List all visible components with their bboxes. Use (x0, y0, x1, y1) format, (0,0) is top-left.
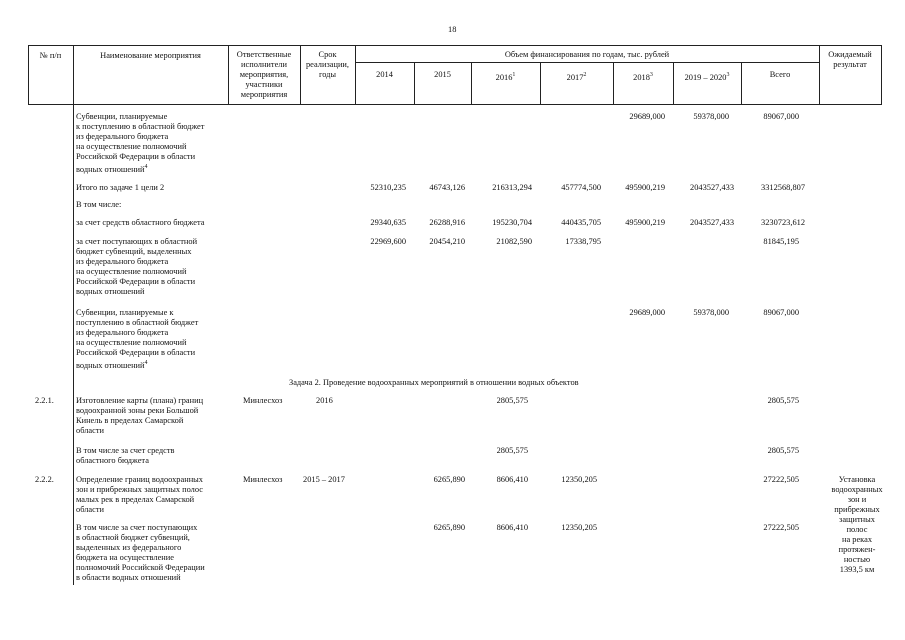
header-year-2019-2020: 2019 – 2020$^3$ (684, 72, 730, 82)
row-name-line: в области водных отношений (76, 573, 181, 582)
row-number: 2.2.2. (35, 475, 54, 484)
value-total: 3230723,612 (761, 218, 805, 227)
row-name-line: к поступлению в областной бюджет (76, 122, 205, 131)
value-total: 89067,000 (763, 112, 799, 121)
row-name-line: Российской Федерации в области (76, 277, 196, 286)
header-name: Наименование мероприятия (100, 51, 201, 60)
value-2018: 29689,000 (629, 308, 665, 317)
header-year-2016: 2016$^1$ (495, 72, 516, 82)
row-responsible: Минлесхоз (243, 396, 283, 405)
row-name-line: на осуществление полномочий (76, 338, 187, 347)
row-name-line: полномочий Российской Федерации (76, 563, 205, 572)
header-resp-3: мероприятия, (239, 70, 289, 79)
row-name-line: поступлению в областной бюджет (76, 318, 199, 327)
value-total: 3312568,807 (761, 183, 805, 192)
header-result-1: Ожидаемый (828, 50, 872, 59)
row-name-line: в областной бюджет субвенций, (76, 533, 190, 542)
expected-result-line: прибрежных (834, 505, 880, 514)
row-name-line: зон и прибрежных защитных полос (76, 485, 203, 494)
row-name-line: бюджета на осуществление (76, 553, 174, 562)
header-year-2014: 2014 (376, 70, 393, 79)
value-2015: 6265,890 (433, 523, 465, 532)
row-name-line: малых рек в пределах Самарской (76, 495, 195, 504)
col-divider (471, 62, 472, 105)
value-2016: 8606,410 (496, 475, 528, 484)
page-number: 18 (448, 25, 457, 34)
expected-result-line: 1393,5 км (839, 565, 875, 574)
value-2016: 195230,704 (492, 218, 532, 227)
expected-result-line: протяжен- (838, 545, 876, 554)
header-resp-1: Ответственные (236, 50, 292, 59)
row-name-line: областного бюджета (76, 456, 149, 465)
value-2017: 440435,705 (561, 218, 601, 227)
header-total: Всего (769, 70, 791, 79)
value-total: 27222,505 (763, 523, 799, 532)
value-2019-2020: 2043527,433 (690, 218, 734, 227)
value-2016: 2805,575 (496, 446, 528, 455)
expected-result-line: Установка (838, 475, 876, 484)
expected-result-line: на реках (841, 535, 873, 544)
header-year-2015: 2015 (434, 70, 451, 79)
value-2019-2020: 2043527,433 (690, 183, 734, 192)
row-name-line: области (76, 426, 104, 435)
row-name-line: В том числе за счет средств (76, 446, 175, 455)
task-heading: Задача 2. Проведение водоохранных мероприятий в отношении водных объектов (289, 378, 579, 387)
row-name-line: водных отношений (76, 287, 145, 296)
col-divider (414, 62, 415, 105)
col-divider (741, 62, 742, 105)
value-2017: 17338,795 (565, 237, 601, 246)
row-name: Итого по задаче 1 цели 2 (76, 183, 165, 192)
header-result-2: результат (833, 60, 867, 69)
row-name-line: на осуществление полномочий (76, 267, 187, 276)
table-top-border (28, 45, 882, 46)
col-divider (73, 45, 74, 585)
row-name-line: за счет поступающих в областной (76, 237, 198, 246)
value-2016: 216313,294 (492, 183, 532, 192)
header-volume: Объем финансирования по годам, тыс. рублей (504, 50, 670, 59)
value-2015: 20454,210 (429, 237, 465, 246)
row-name-line: на осуществление полномочий (76, 142, 187, 151)
value-total: 2805,575 (767, 396, 799, 405)
value-2019-2020: 59378,000 (693, 112, 729, 121)
expected-result-line: ностью (843, 555, 871, 564)
row-name-line: Российской Федерации в области (76, 348, 196, 357)
expected-result-line: защитных (839, 515, 875, 524)
expected-result-line: полос (846, 525, 868, 534)
header-bottom-border (28, 104, 882, 105)
row-responsible: Минлесхоз (243, 475, 283, 484)
value-2014: 22969,600 (370, 237, 406, 246)
value-2019-2020: 59378,000 (693, 308, 729, 317)
header-term-1: Срок (318, 50, 337, 59)
value-2017: 12350,205 (561, 475, 597, 484)
row-name-line: Кинель в пределах Самарской (76, 416, 184, 425)
value-2014: 29340,635 (370, 218, 406, 227)
col-divider (540, 62, 541, 105)
row-name-line: из федерального бюджета (76, 257, 169, 266)
value-2015: 6265,890 (433, 475, 465, 484)
header-resp-2: исполнители (241, 60, 287, 69)
row-name-line: Определение границ водоохранных (76, 475, 203, 484)
header-year-2017: 2017$^2$ (566, 72, 587, 82)
row-term: 2015 – 2017 (303, 475, 345, 484)
value-2017: 457774,500 (561, 183, 601, 192)
row-name-line: Субвенции, планируемые (76, 112, 168, 121)
value-total: 2805,575 (767, 446, 799, 455)
row-name-line: В том числе за счет поступающих (76, 523, 198, 532)
row-name-line: Субвенции, планируемые к (76, 308, 174, 317)
value-2014: 52310,235 (370, 183, 406, 192)
value-2018: 495900,219 (625, 218, 665, 227)
row-name-line: водных отношений$^4$ (76, 164, 148, 174)
header-num: № п/п (39, 51, 62, 60)
expected-result-line: зон и (847, 495, 867, 504)
expected-result-line: водоохранных (831, 485, 883, 494)
row-number: 2.2.1. (35, 396, 54, 405)
table-right-border (881, 45, 882, 105)
col-divider (613, 62, 614, 105)
row-name-line: из федерального бюджета (76, 132, 169, 141)
row-name-line: Российской Федерации в области (76, 152, 196, 161)
header-term-3: годы (318, 70, 337, 79)
row-term: 2016 (316, 396, 333, 405)
volume-subheader-line (355, 62, 819, 63)
row-name-line: области (76, 505, 104, 514)
row-name-line: водных отношений$^4$ (76, 360, 148, 370)
value-2016: 2805,575 (496, 396, 528, 405)
value-2016: 21082,590 (496, 237, 532, 246)
row-name-line: выделенных из федерального (76, 543, 182, 552)
row-name: за счет средств областного бюджета (76, 218, 205, 227)
value-total: 27222,505 (763, 475, 799, 484)
row-name-line: водоохранной зоны реки Большой (76, 406, 199, 415)
header-resp-4: участники (245, 80, 283, 89)
value-2015: 46743,126 (429, 183, 465, 192)
header-term-2: реализации, (305, 60, 350, 69)
row-name: В том числе: (76, 200, 122, 209)
value-total: 81845,195 (763, 237, 799, 246)
row-name-line: Изготовление карты (плана) границ (76, 396, 204, 405)
header-year-2018: 2018$^3$ (633, 72, 653, 82)
value-total: 89067,000 (763, 308, 799, 317)
value-2015: 26288,916 (429, 218, 465, 227)
col-divider (673, 62, 674, 105)
value-2018: 495900,219 (625, 183, 665, 192)
value-2018: 29689,000 (629, 112, 665, 121)
value-2017: 12350,205 (561, 523, 597, 532)
header-resp-5: мероприятия (240, 90, 288, 99)
row-name-line: из федерального бюджета (76, 328, 169, 337)
row-name-line: бюджет субвенций, выделенных (76, 247, 192, 256)
value-2016: 8606,410 (496, 523, 528, 532)
